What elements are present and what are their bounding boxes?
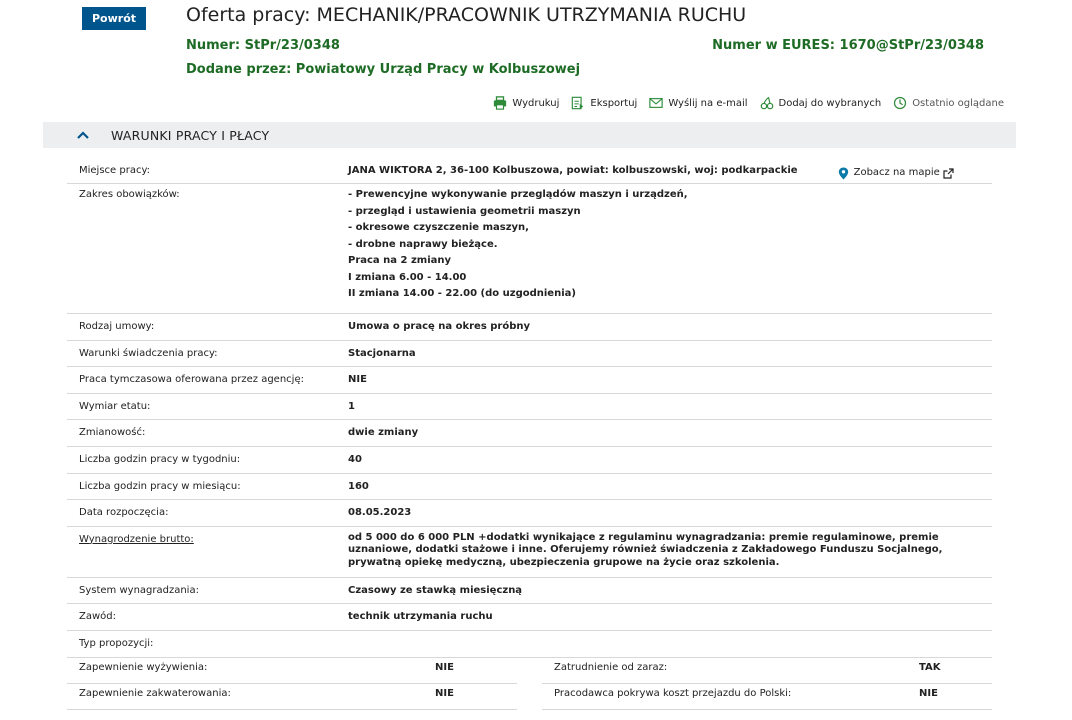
added-by-value: Powiatowy Urząd Pracy w Kolbuszowej	[295, 62, 581, 77]
row-label: Zakres obowiązków:	[79, 189, 180, 200]
details-table	[67, 157, 992, 658]
duty-line: II zmiana 14.00 - 22.00 (do uzgodnienia)	[348, 288, 576, 299]
half-row	[67, 657, 517, 684]
favorite-button[interactable]	[760, 96, 882, 110]
print-label: Wydrukuj	[512, 97, 560, 109]
table-row	[67, 527, 992, 578]
chevron-up-icon[interactable]	[76, 128, 90, 142]
toolbar	[481, 95, 1004, 111]
table-row	[67, 341, 992, 368]
row-label: Zmianowość:	[79, 427, 146, 439]
table-row	[67, 631, 992, 658]
external-link-icon	[943, 168, 954, 179]
map-pin-icon	[838, 167, 849, 180]
row-value: 160	[348, 480, 369, 492]
row-value: Czasowy ze stawką miesięczną	[348, 584, 523, 596]
recent-label: Ostatnio oglądane	[912, 97, 1004, 109]
table-row	[67, 604, 992, 631]
row-value	[348, 163, 992, 183]
table-row	[67, 184, 992, 314]
section-header[interactable]	[43, 122, 1016, 148]
cherries-icon	[760, 96, 774, 110]
email-label: Wyślij na e-mail	[668, 97, 748, 109]
duty-line: - okresowe czyszczenie maszyn,	[348, 222, 529, 233]
half-row	[67, 683, 517, 710]
offer-number-value: StPr/23/0348	[244, 38, 340, 53]
eures-number	[712, 38, 984, 53]
row-value: od 5 000 do 6 000 PLN +dodatki wynikające z regulaminu wynagradzania: premie regulaminowe, premie uznaniowe, dodatki stażowe i inne. Oferujemy również świadczenia z Zakładowego Funduszu Socjalnego, prywatną opiekę medyczną, ubezpieczenia grupowe na życie oraz szkolenia.	[348, 531, 943, 568]
row-label: Typ propozycji:	[79, 637, 154, 649]
duty-line: - drobne naprawy bieżące.	[348, 238, 498, 250]
row-value: NIE	[435, 688, 454, 699]
row-label: Warunki świadczenia pracy:	[79, 347, 218, 359]
table-row	[67, 447, 992, 474]
row-value: technik utrzymania ruchu	[348, 611, 493, 623]
row-value: dwie zmiany	[348, 427, 419, 439]
row-label: Miejsce pracy:	[79, 165, 151, 176]
map-link[interactable]	[838, 163, 954, 183]
row-label: Zapewnienie zakwaterowania:	[79, 688, 231, 699]
added-by	[186, 62, 580, 77]
row-label: System wynagradzania:	[79, 584, 199, 596]
location-value: JANA WIKTORA 2, 36-100 Kolbuszowa, powiat: kolbuszowski, woj: podkarpackie	[348, 165, 798, 176]
row-value: NIE	[435, 662, 454, 673]
recent-button[interactable]	[893, 96, 1004, 110]
row-label: Zapewnienie wyżywienia:	[79, 662, 208, 673]
row-label: Liczba godzin pracy w miesiącu:	[79, 480, 241, 492]
printer-icon	[493, 96, 507, 110]
table-row	[67, 367, 992, 394]
table-row	[67, 474, 992, 501]
favorite-label: Dodaj do wybranych	[778, 97, 882, 109]
duty-line: - przegląd i ustawienia geometrii maszyn	[348, 205, 581, 217]
row-value: 40	[348, 453, 362, 465]
email-button[interactable]	[649, 96, 747, 110]
row-value: NIE	[348, 374, 367, 386]
row-value: TAK	[919, 662, 941, 673]
offer-number	[186, 38, 340, 53]
export-icon	[571, 96, 585, 110]
table-row	[67, 420, 992, 447]
row-label	[67, 532, 348, 577]
table-row	[67, 314, 992, 341]
row-value: Umowa o pracę na okres próbny	[348, 321, 531, 332]
row-label: Rodzaj umowy:	[79, 321, 155, 332]
eures-number-label: Numer w EURES:	[712, 38, 835, 53]
extras-row	[67, 657, 992, 684]
duty-line: - Prewencyjne wykonywanie przeglądów maszyn i urządzeń,	[348, 189, 688, 200]
row-value: 1	[348, 400, 355, 412]
table-row	[67, 394, 992, 421]
row-value: NIE	[919, 688, 938, 699]
section-title: WARUNKI PRACY I PŁACY	[111, 127, 270, 143]
row-label: Wymiar etatu:	[79, 400, 151, 412]
row-value: 08.05.2023	[348, 507, 412, 519]
half-row	[542, 657, 992, 684]
page-title: Oferta pracy: MECHANIK/PRACOWNIK UTRZYMANIA RUCHU	[186, 4, 747, 26]
table-row	[67, 578, 992, 605]
row-label: Pracodawca pokrywa koszt przejazdu do Polski:	[554, 688, 792, 699]
export-button[interactable]	[571, 96, 637, 110]
row-label: Liczba godzin pracy w tygodniu:	[79, 453, 241, 465]
row-value: Stacjonarna	[348, 347, 416, 359]
print-button[interactable]	[493, 96, 559, 110]
row-label: Praca tymczasowa oferowana przez agencję:	[79, 374, 304, 386]
extras-row	[67, 683, 992, 710]
row-value	[348, 636, 992, 657]
row-label: Zawód:	[79, 611, 116, 623]
duty-line: Praca na 2 zmiany	[348, 255, 452, 266]
clock-icon	[893, 96, 907, 110]
offer-number-label: Numer:	[186, 38, 241, 53]
envelope-icon	[649, 96, 663, 110]
row-label: Zatrudnienie od zaraz:	[554, 662, 668, 673]
export-label: Eksportuj	[590, 97, 638, 109]
row-value	[348, 187, 992, 313]
table-row	[67, 157, 992, 184]
salary-label[interactable]: Wynagrodzenie brutto:	[79, 533, 194, 545]
row-label: Data rozpoczęcia:	[79, 507, 169, 519]
back-button[interactable]: Powrót	[82, 7, 146, 30]
added-by-label: Dodane przez:	[186, 62, 292, 77]
half-row	[542, 683, 992, 710]
eures-number-value: 1670@StPr/23/0348	[839, 38, 984, 53]
map-link-label: Zobacz na mapie	[853, 166, 940, 178]
duty-line: I zmiana 6.00 - 14.00	[348, 271, 467, 283]
table-row	[67, 500, 992, 527]
